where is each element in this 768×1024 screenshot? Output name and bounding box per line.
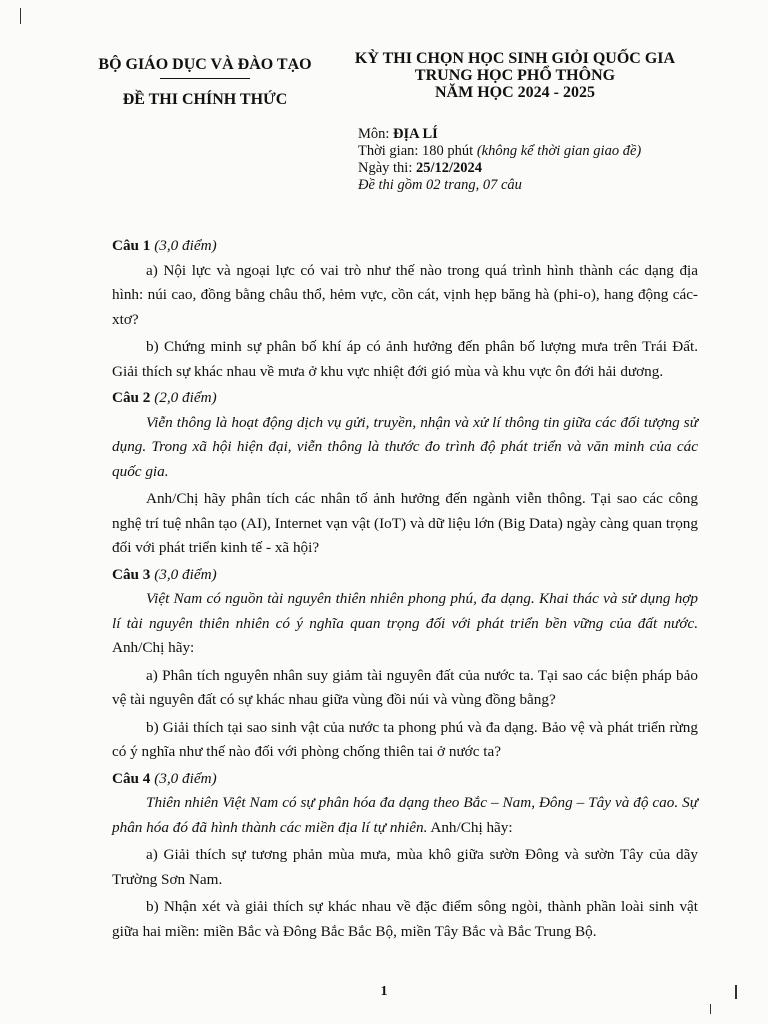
question-label: Câu 1: [112, 237, 151, 254]
subject-label: Môn:: [358, 126, 394, 142]
question-part-a: a) Giải thích sự tương phản mùa mưa, mùa khô giữa sườn Đông và sườn Tây của dãy Trường Sơn Nam.: [112, 846, 698, 888]
date-line: [358, 160, 641, 177]
question-points: (3,0 điểm): [154, 565, 217, 583]
question-heading: [112, 563, 698, 588]
question-intro: Viễn thông là hoạt động dịch vụ gửi, truyền, nhận và xử lí thông tin giữa các đối tượng sử dụng. Trong xã hội hiện đại, viễn thông là thước đo trình độ phát triển và văn minh của các quốc gia.: [112, 413, 698, 480]
question-points: (3,0 điểm): [154, 237, 217, 254]
question-heading: [112, 767, 698, 792]
question-label: Câu 2: [112, 389, 151, 406]
page-number: 1: [380, 984, 388, 999]
scan-artifact: [710, 1004, 711, 1014]
question-intro-tail: Anh/Chị hãy:: [112, 639, 195, 656]
question-task: Anh/Chị hãy phân tích các nhân tố ảnh hưởng đến ngành viễn thông. Tại sao các công nghệ trí tuệ nhân tạo (AI), Internet vạn vật (IoT) và dữ liệu lớn (Big Data) ngày càng quan trọng đối với phát triển kinh tế - xã hội?: [112, 490, 698, 556]
date-value: 25/12/2024: [416, 160, 483, 176]
question-intro-text: Việt Nam có nguồn tài nguyên thiên nhiên phong phú, đa dạng. Khai thác và sử dụng hợp lí tài nguyên thiên nhiên có ý nghĩa quan trọng đối với phát triển bền vững của đất nước.: [112, 590, 698, 632]
header-underline: [160, 78, 250, 79]
ministry-name: BỘ GIÁO DỤC VÀ ĐÀO TẠO: [98, 56, 312, 73]
question-part-b: b) Giải thích tại sao sinh vật của nước ta phong phú và đa dạng. Bảo vệ và phát triển rừng có ý nghĩa như thế nào đối với phòng chống thiên tai ở nước ta?: [112, 718, 698, 760]
question-label: Câu 3: [112, 565, 151, 583]
question-part-b: b) Chứng minh sự phân bố khí áp có ảnh hưởng đến phân bố lượng mưa trên Trái Đất. Giải thích sự khác nhau về mưa ở khu vực nhiệt đới gió mùa và khu vực ôn đới hải dương.: [112, 338, 698, 380]
question-part-a: a) Phân tích nguyên nhân suy giảm tài nguyên đất của nước ta. Tại sao các biện pháp bảo vệ tài nguyên đất có sự khác nhau giữa vùng đồi núi và vùng đồng bằng?: [112, 666, 698, 708]
question-label: Câu 4: [112, 769, 151, 787]
questions-body: [112, 232, 698, 944]
time-note: (không kể thời gian giao đề): [476, 143, 642, 159]
question-intro-text: Thiên nhiên Việt Nam có sự phân hóa đa dạng theo Bắc – Nam, Đông – Tây và độ cao. Sự phân hóa đó đã hình thành các miền địa lí tự nhiên.: [112, 794, 698, 836]
subject-value: ĐỊA LÍ: [393, 126, 438, 142]
header-right: [345, 50, 685, 101]
header-left: [70, 56, 340, 109]
question-2: [112, 386, 698, 561]
exam-title-line-2: TRUNG HỌC PHỔ THÔNG: [414, 67, 616, 84]
question-1: [112, 234, 698, 384]
question-4: [112, 767, 698, 945]
question-heading: [112, 386, 698, 411]
question-intro: [112, 791, 698, 840]
exam-meta: [358, 126, 641, 194]
question-points: (2,0 điểm): [154, 389, 217, 406]
official-label: ĐỀ THI CHÍNH THỨC: [122, 91, 288, 108]
question-part-b: b) Nhận xét và giải thích sự khác nhau về đặc điểm sông ngòi, thành phần loài sinh vật giữa hai miền: miền Bắc và Đông Bắc Bắc Bộ, miền Tây Bắc và Bắc Trung Bộ.: [112, 898, 698, 940]
question-intro: [112, 587, 698, 661]
question-part-a: a) Nội lực và ngoại lực có vai trò như thế nào trong quá trình hình thành các dạng địa hình: núi cao, đồng bằng châu thổ, hẻm vực, cồn cát, vịnh hẹp băng hà (phi-o), hang động các-xtơ?: [112, 261, 698, 328]
question-intro-tail: Anh/Chị hãy:: [427, 818, 513, 836]
subject-line: [358, 126, 641, 143]
pages-note: Đề thi gồm 02 trang, 07 câu: [358, 177, 522, 193]
question-heading: [112, 234, 698, 259]
time-label: Thời gian: 180 phút: [358, 143, 477, 159]
exam-title-line-1: KỲ THI CHỌN HỌC SINH GIỎI QUỐC GIA: [354, 50, 676, 67]
exam-title-line-3: NĂM HỌC 2024 - 2025: [435, 84, 595, 101]
time-line: [358, 143, 641, 160]
date-label: Ngày thi:: [358, 160, 416, 176]
scan-artifact: [20, 8, 21, 24]
scan-artifact: [735, 985, 737, 999]
question-points: (3,0 điểm): [154, 769, 217, 787]
question-3: [112, 563, 698, 765]
